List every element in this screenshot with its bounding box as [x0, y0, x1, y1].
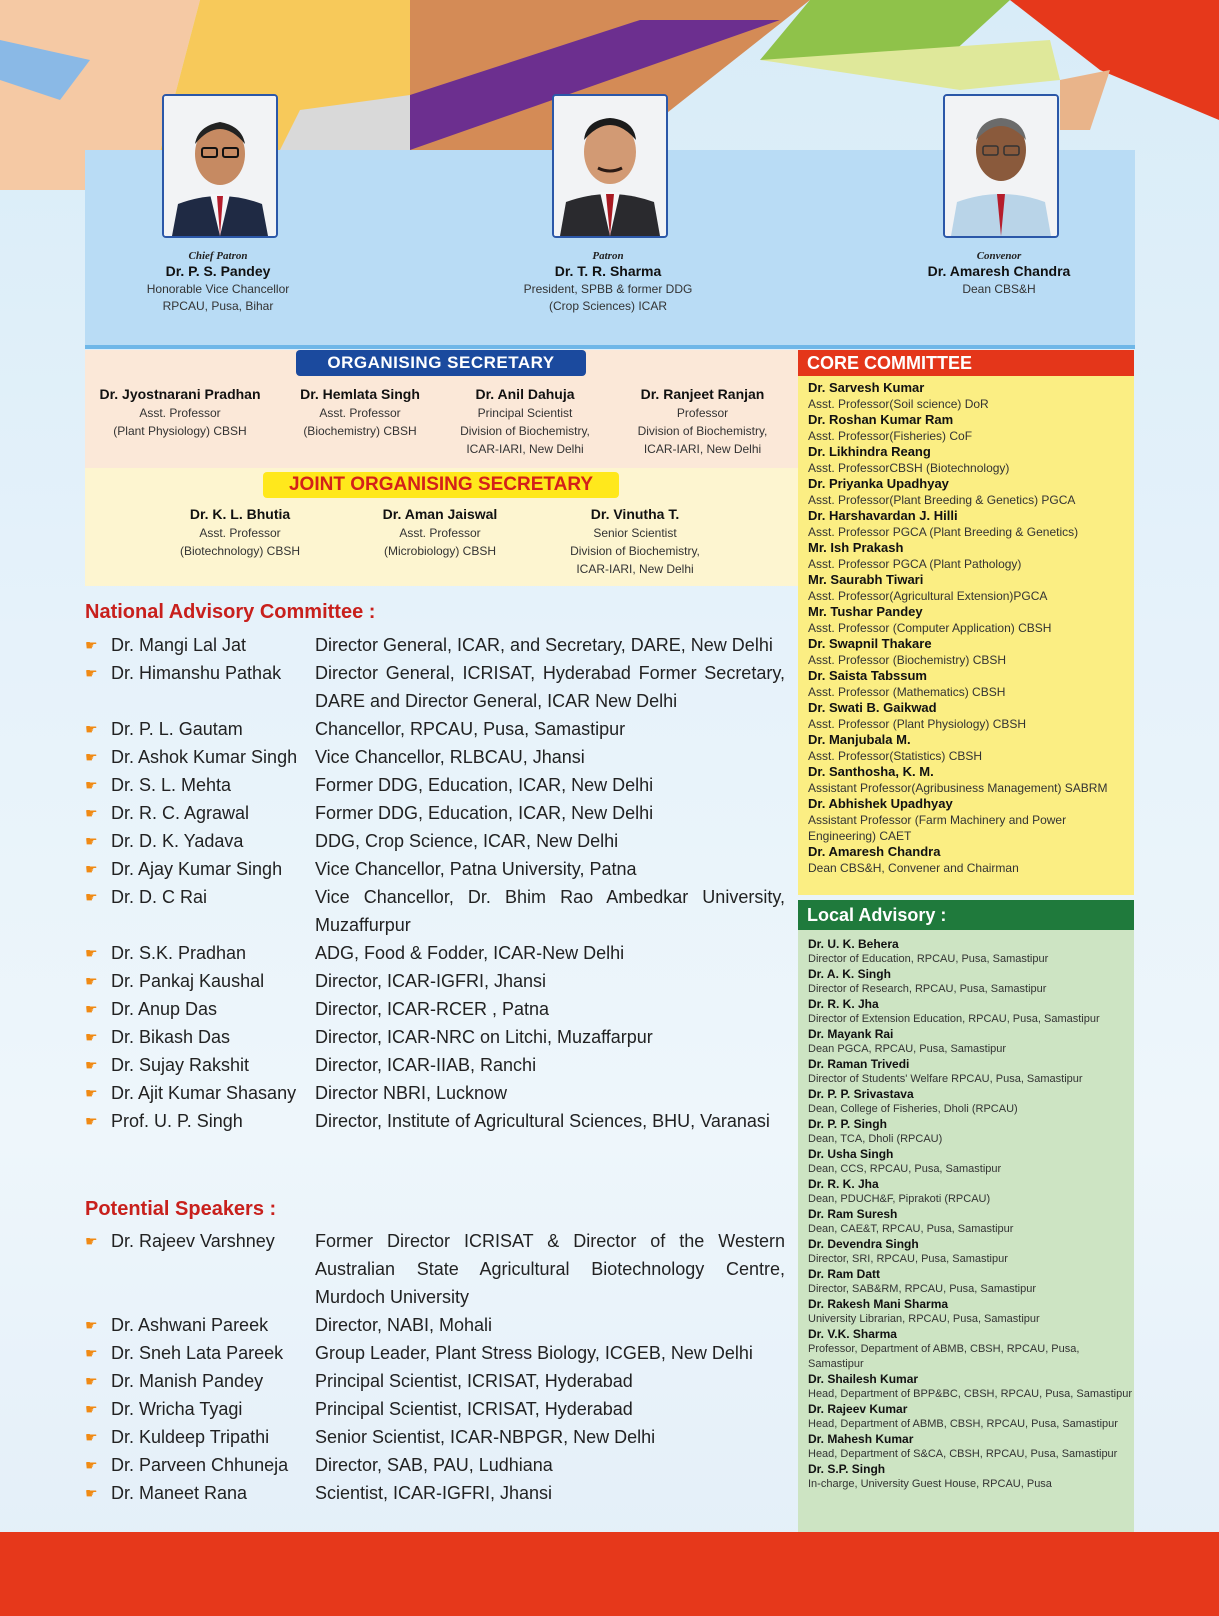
member-name: Dr. Jyostnarani Pradhan	[99, 386, 261, 402]
local-member-name: Dr. Mayank Rai	[808, 1027, 894, 1041]
pointing-hand-icon: ☛	[85, 1233, 98, 1249]
pointing-hand-icon: ☛	[85, 749, 98, 765]
list-item	[85, 1479, 785, 1507]
core-member-name: Mr. Ish Prakash	[808, 540, 904, 555]
local-member-desc: Dean, CCS, RPCAU, Pusa, Samastipur	[808, 1163, 1002, 1175]
speaker-name: Dr. Sneh Lata Pareek	[111, 1343, 284, 1363]
local-member-name: Dr. Ram Suresh	[808, 1207, 898, 1221]
member-line: Division of Biochemistry,	[570, 544, 700, 558]
local-member-name: Dr. Shailesh Kumar	[808, 1372, 919, 1386]
local-member-desc: Director of Research, RPCAU, Pusa, Samastipur	[808, 983, 1047, 995]
list-item	[85, 1339, 785, 1367]
pointing-hand-icon: ☛	[85, 665, 98, 681]
local-advisory-title: Local Advisory :	[798, 900, 1134, 930]
patron-name: Dr. Amaresh Chandra	[927, 263, 1071, 279]
speaker-name: Dr. Rajeev Varshney	[111, 1231, 275, 1251]
pointing-hand-icon: ☛	[85, 833, 98, 849]
local-member-desc: Dean, College of Fisheries, Dholi (RPCAU)	[808, 1103, 1018, 1115]
speaker-name: Dr. Kuldeep Tripathi	[111, 1427, 270, 1447]
core-member-name: Dr. Harshavardan J. Hilli	[808, 508, 958, 523]
advisor-name: Dr. Sujay Rakshit	[111, 1055, 250, 1075]
advisor-desc: Vice Chancellor, Patna University, Patna	[315, 859, 637, 879]
list-item	[85, 967, 785, 995]
list-item	[85, 1451, 785, 1479]
advisor-name: Dr. Himanshu Pathak	[111, 663, 282, 683]
advisor-name: Dr. Pankaj Kaushal	[111, 971, 265, 991]
advisor-desc: Vice Chancellor, Dr. Bhim Rao Ambedkar University, Muzaffurpur	[315, 887, 785, 935]
member-name: Dr. Ranjeet Ranjan	[640, 386, 765, 402]
pointing-hand-icon: ☛	[85, 1457, 98, 1473]
advisor-name: Dr. D. C Rai	[111, 887, 208, 907]
member-line: Division of Biochemistry,	[460, 424, 590, 438]
speaker-desc: Principal Scientist, ICRISAT, Hyderabad	[315, 1399, 633, 1419]
patron-name: Dr. P. S. Pandey	[165, 263, 271, 279]
local-member-desc: Dean, TCA, Dholi (RPCAU)	[808, 1133, 943, 1145]
core-member-desc: Asst. Professor (Computer Application) CBSH	[808, 621, 1052, 635]
core-member-desc: Asst. Professor(Fisheries) CoF	[808, 429, 973, 443]
local-member-desc: Professor, Department of ABMB, CBSH, RPCAU, Pusa, Samastipur	[808, 1343, 1080, 1370]
local-member-name: Dr. Raman Trivedi	[808, 1057, 910, 1071]
advisor-desc: Former DDG, Education, ICAR, New Delhi	[315, 803, 654, 823]
list-item	[85, 855, 785, 883]
list-item	[85, 715, 785, 743]
advisor-desc: Director General, ICRISAT, Hyderabad Former Secretary, DARE and Director General, ICAR New Delhi	[315, 663, 785, 711]
core-member-name: Dr. Saista Tabssum	[808, 668, 927, 683]
speaker-desc: Director, NABI, Mohali	[315, 1315, 493, 1335]
member-line: (Biochemistry) CBSH	[303, 424, 417, 438]
patron	[458, 250, 758, 313]
list-item	[85, 1311, 785, 1339]
core-member-name: Dr. Swapnil Thakare	[808, 636, 932, 651]
advisor-name: Dr. Bikash Das	[111, 1027, 231, 1047]
local-member-name: Dr. S.P. Singh	[808, 1462, 886, 1476]
list-item	[85, 1227, 785, 1311]
core-member-desc: Assistant Professor(Agribusiness Management) SABRM	[808, 781, 1108, 795]
member-line: Principal Scientist	[477, 406, 573, 420]
advisor-desc: Chancellor, RPCAU, Pusa, Samastipur	[315, 719, 626, 739]
joint-secretary-title: JOINT ORGANISING SECRETARY	[263, 472, 619, 498]
advisor-name: Dr. S. L. Mehta	[111, 775, 232, 795]
local-member-name: Dr. R. K. Jha	[808, 997, 879, 1011]
advisor-desc: Vice Chancellor, RLBCAU, Jhansi	[315, 747, 585, 767]
advisor-name: Dr. D. K. Yadava	[111, 831, 244, 851]
advisor-name: Dr. Anup Das	[111, 999, 218, 1019]
list-item	[85, 771, 785, 799]
local-member-desc: Dean PGCA, RPCAU, Pusa, Samastipur	[808, 1043, 1007, 1055]
patron-role: Patron	[592, 250, 624, 262]
local-member-desc: Head, Department of S&CA, CBSH, RPCAU, Pusa, Samastipur	[808, 1448, 1118, 1460]
local-member-name: Dr. U. K. Behera	[808, 937, 899, 951]
core-committee-title: CORE COMMITTEE	[798, 350, 1134, 376]
core-member-name: Dr. Amaresh Chandra	[808, 844, 941, 859]
local-member-desc: Director of Extension Education, RPCAU, Pusa, Samastipur	[808, 1013, 1100, 1025]
patron-line: President, SPBB & former DDG	[523, 282, 693, 296]
core-committee-list	[808, 380, 1133, 876]
core-member-desc: Asst. Professor(Agricultural Extension)PGCA	[808, 589, 1048, 603]
pointing-hand-icon: ☛	[85, 1485, 98, 1501]
national-advisory-title: National Advisory Committee :	[85, 601, 376, 623]
pointing-hand-icon: ☛	[85, 777, 98, 793]
chief-patron-photo	[162, 94, 278, 238]
speaker-desc: Director, SAB, PAU, Ludhiana	[315, 1455, 553, 1475]
core-member-desc: Asst. Professor (Mathematics) CBSH	[808, 685, 1006, 699]
list-item	[85, 1107, 785, 1135]
pointing-hand-icon: ☛	[85, 805, 98, 821]
member-line: Division of Biochemistry,	[637, 424, 768, 438]
local-member-name: Dr. P. P. Singh	[808, 1117, 887, 1131]
list-item	[85, 995, 785, 1023]
core-member-name: Dr. Swati B. Gaikwad	[808, 700, 937, 715]
core-member-name: Dr. Abhishek Upadhyay	[808, 796, 953, 811]
speaker-name: Dr. Parveen Chhuneja	[111, 1455, 289, 1475]
local-member-name: Dr. Devendra Singh	[808, 1237, 919, 1251]
core-member-name: Dr. Santhosha, K. M.	[808, 764, 934, 779]
speaker-desc: Principal Scientist, ICRISAT, Hyderabad	[315, 1371, 633, 1391]
potential-speakers-title: Potential Speakers :	[85, 1198, 277, 1220]
member-line: Professor	[676, 406, 729, 420]
advisor-name: Dr. Mangi Lal Jat	[111, 635, 247, 655]
organising-secretary-title: ORGANISING SECRETARY	[296, 350, 586, 376]
speaker-desc: Former Director ICRISAT & Director of the Western Australian State Agricultural Biotechnology Centre, Murdoch University	[315, 1231, 785, 1307]
advisor-desc: Director NBRI, Lucknow	[315, 1083, 508, 1103]
list-item	[85, 799, 785, 827]
member-line: Asst. Professor	[199, 526, 281, 540]
advisor-name: Dr. P. L. Gautam	[111, 719, 243, 739]
patron-line: Dean CBS&H	[962, 282, 1036, 296]
patron-line: (Crop Sciences) ICAR	[548, 299, 668, 313]
pointing-hand-icon: ☛	[85, 1401, 98, 1417]
advisor-name: Dr. Ajit Kumar Shasany	[111, 1083, 297, 1103]
patron-role: Chief Patron	[188, 250, 248, 262]
local-advisory-list	[808, 937, 1134, 1492]
patron-line: RPCAU, Pusa, Bihar	[162, 299, 274, 313]
advisor-desc: Director General, ICAR, and Secretary, DARE, New Delhi	[315, 635, 773, 655]
core-member-name: Dr. Roshan Kumar Ram	[808, 412, 954, 427]
person-portrait-icon	[164, 96, 276, 236]
core-member-name: Dr. Priyanka Upadhyay	[808, 476, 949, 491]
pointing-hand-icon: ☛	[85, 861, 98, 877]
local-member-desc: Dean, PDUCH&F, Piprakoti (RPCAU)	[808, 1193, 991, 1205]
patron-photo	[552, 94, 668, 238]
member-line: Asst. Professor	[399, 526, 481, 540]
convenor	[849, 250, 1149, 296]
speaker-desc: Senior Scientist, ICAR-NBPGR, New Delhi	[315, 1427, 656, 1447]
core-member-name: Dr. Sarvesh Kumar	[808, 380, 925, 395]
patron-role: Convenor	[976, 250, 1022, 262]
divider	[85, 345, 1135, 349]
organising-member	[85, 386, 275, 438]
joint-member	[150, 506, 330, 558]
advisor-name: Dr. S.K. Pradhan	[111, 943, 247, 963]
list-item	[85, 1023, 785, 1051]
pointing-hand-icon: ☛	[85, 973, 98, 989]
local-member-desc: Head, Department of BPP&BC, CBSH, RPCAU, Pusa, Samastipur	[808, 1388, 1133, 1400]
member-line: ICAR-IARI, New Delhi	[576, 562, 694, 576]
local-member-name: Dr. Usha Singh	[808, 1147, 894, 1161]
core-member-desc: Asst. Professor(Statistics) CBSH	[808, 749, 983, 763]
person-portrait-icon	[945, 96, 1057, 236]
advisor-desc: Director, ICAR-IIAB, Ranchi	[315, 1055, 537, 1075]
local-member-desc: Director, SRI, RPCAU, Pusa, Samastipur	[808, 1253, 1008, 1265]
member-line: (Microbiology) CBSH	[383, 544, 497, 558]
member-line: (Biotechnology) CBSH	[179, 544, 301, 558]
pointing-hand-icon: ☛	[85, 1429, 98, 1445]
member-line: Asst. Professor	[139, 406, 221, 420]
organising-member	[615, 386, 790, 456]
patron-line: Honorable Vice Chancellor	[146, 282, 290, 296]
pointing-hand-icon: ☛	[85, 1373, 98, 1389]
core-member-desc: Asst. Professor PGCA (Plant Pathology)	[808, 557, 1022, 571]
speaker-name: Dr. Wricha Tyagi	[111, 1399, 243, 1419]
member-name: Dr. Anil Dahuja	[475, 386, 575, 402]
organising-member	[445, 386, 605, 456]
pointing-hand-icon: ☛	[85, 1057, 98, 1073]
speaker-desc: Scientist, ICAR-IGFRI, Jhansi	[315, 1483, 553, 1503]
member-name: Dr. Hemlata Singh	[300, 386, 420, 402]
local-member-name: Dr. V.K. Sharma	[808, 1327, 897, 1341]
core-member-name: Dr. Manjubala M.	[808, 732, 911, 747]
member-name: Dr. Vinutha T.	[590, 506, 680, 522]
core-member-desc: Asst. ProfessorCBSH (Biotechnology)	[808, 461, 1010, 475]
local-member-name: Dr. Ram Datt	[808, 1267, 881, 1281]
advisor-desc: DDG, Crop Science, ICAR, New Delhi	[315, 831, 619, 851]
member-line: (Plant Physiology) CBSH	[113, 424, 247, 438]
joint-member	[545, 506, 725, 576]
local-member-desc: Director of Education, RPCAU, Pusa, Samastipur	[808, 953, 1049, 965]
list-item	[85, 883, 785, 939]
organising-member	[280, 386, 440, 438]
convenor-photo	[943, 94, 1059, 238]
speaker-desc: Group Leader, Plant Stress Biology, ICGEB, New Delhi	[315, 1343, 753, 1363]
core-member-desc: Asst. Professor (Biochemistry) CBSH	[808, 653, 1007, 667]
potential-speakers-list	[85, 1227, 785, 1507]
list-item	[85, 1423, 785, 1451]
joint-member	[355, 506, 525, 558]
pointing-hand-icon: ☛	[85, 1001, 98, 1017]
list-item	[85, 827, 785, 855]
member-name: Dr. K. L. Bhutia	[189, 506, 291, 522]
local-member-desc: Dean, CAE&T, RPCAU, Pusa, Samastipur	[808, 1223, 1014, 1235]
national-advisory-list	[85, 631, 785, 1135]
pointing-hand-icon: ☛	[85, 1345, 98, 1361]
member-line: ICAR-IARI, New Delhi	[466, 442, 584, 456]
advisor-name: Dr. Ajay Kumar Singh	[111, 859, 283, 879]
pointing-hand-icon: ☛	[85, 889, 98, 905]
core-member-desc: Asst. Professor (Plant Physiology) CBSH	[808, 717, 1027, 731]
advisor-name: Dr. R. C. Agrawal	[111, 803, 250, 823]
local-member-desc: Director of Students' Welfare RPCAU, Pusa, Samastipur	[808, 1073, 1083, 1085]
patron-name: Dr. T. R. Sharma	[554, 263, 662, 279]
chief-patron	[68, 250, 368, 313]
local-member-name: Dr. Rakesh Mani Sharma	[808, 1297, 949, 1311]
advisor-desc: ADG, Food & Fodder, ICAR-New Delhi	[315, 943, 625, 963]
list-item	[85, 1395, 785, 1423]
pointing-hand-icon: ☛	[85, 1113, 98, 1129]
local-member-name: Dr. A. K. Singh	[808, 967, 891, 981]
core-member-name: Mr. Saurabh Tiwari	[808, 572, 924, 587]
list-item	[85, 939, 785, 967]
advisor-desc: Director, ICAR-RCER , Patna	[315, 999, 550, 1019]
advisor-name: Dr. Ashok Kumar Singh	[111, 747, 298, 767]
speaker-name: Dr. Ashwani Pareek	[111, 1315, 269, 1335]
list-item	[85, 1079, 785, 1107]
core-member-desc: Asst. Professor(Soil science) DoR	[808, 397, 989, 411]
core-member-desc: Assistant Professor (Farm Machinery and Power Engineering) CAET	[808, 813, 1067, 843]
pointing-hand-icon: ☛	[85, 945, 98, 961]
member-name: Dr. Aman Jaiswal	[382, 506, 498, 522]
list-item	[85, 1051, 785, 1079]
advisor-desc: Director, ICAR-IGFRI, Jhansi	[315, 971, 547, 991]
advisor-desc: Director, Institute of Agricultural Sciences, BHU, Varanasi	[315, 1111, 770, 1131]
core-member-name: Mr. Tushar Pandey	[808, 604, 923, 619]
advisor-desc: Former DDG, Education, ICAR, New Delhi	[315, 775, 654, 795]
local-member-desc: University Librarian, RPCAU, Pusa, Samastipur	[808, 1313, 1040, 1325]
core-member-desc: Dean CBS&H, Convener and Chairman	[808, 861, 1019, 875]
pointing-hand-icon: ☛	[85, 1029, 98, 1045]
list-item	[85, 743, 785, 771]
advisor-desc: Director, ICAR-NRC on Litchi, Muzaffarpur	[315, 1027, 653, 1047]
person-portrait-icon	[554, 96, 666, 236]
local-member-desc: In-charge, University Guest House, RPCAU, Pusa	[808, 1478, 1052, 1490]
pointing-hand-icon: ☛	[85, 637, 98, 653]
list-item	[85, 631, 785, 659]
speaker-name: Dr. Maneet Rana	[111, 1483, 248, 1503]
member-line: Senior Scientist	[593, 526, 677, 540]
pointing-hand-icon: ☛	[85, 1085, 98, 1101]
local-member-desc: Director, SAB&RM, RPCAU, Pusa, Samastipur	[808, 1283, 1037, 1295]
member-line: Asst. Professor	[319, 406, 401, 420]
local-member-name: Dr. R. K. Jha	[808, 1177, 879, 1191]
local-member-name: Dr. Mahesh Kumar	[808, 1432, 914, 1446]
core-member-desc: Asst. Professor(Plant Breeding & Genetics) PGCA	[808, 493, 1076, 507]
local-member-desc: Head, Department of ABMB, CBSH, RPCAU, Pusa, Samastipur	[808, 1418, 1118, 1430]
member-line: ICAR-IARI, New Delhi	[643, 442, 762, 456]
local-member-name: Dr. Rajeev Kumar	[808, 1402, 908, 1416]
pointing-hand-icon: ☛	[85, 721, 98, 737]
speaker-name: Dr. Manish Pandey	[111, 1371, 264, 1391]
core-member-name: Dr. Likhindra Reang	[808, 444, 931, 459]
advisor-name: Prof. U. P. Singh	[111, 1111, 243, 1131]
list-item	[85, 659, 785, 715]
pointing-hand-icon: ☛	[85, 1317, 98, 1333]
list-item	[85, 1367, 785, 1395]
local-member-name: Dr. P. P. Srivastava	[808, 1087, 914, 1101]
footer-band	[0, 1532, 1219, 1616]
core-member-desc: Asst. Professor PGCA (Plant Breeding & Genetics)	[808, 525, 1079, 539]
